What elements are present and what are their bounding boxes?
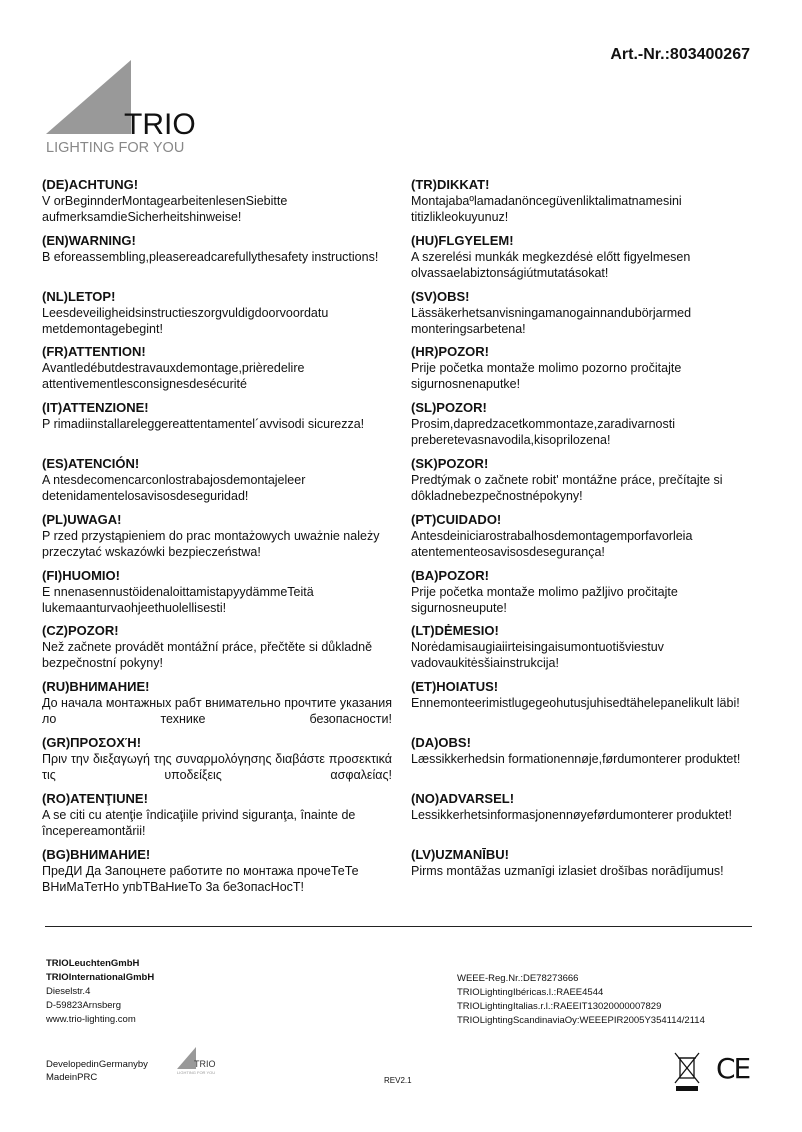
warning-title: (SL)POZOR!: [411, 400, 487, 416]
warning-section: [411, 791, 761, 847]
warning-title: (NO)ADVARSEL!: [411, 790, 515, 806]
warning-title: (ET)HOIATUS!: [411, 679, 499, 695]
warning-title: (PL)UWAGA!: [42, 511, 122, 527]
warning-text: Predtýmak o začnete robit' montážne práce, prečítajte si dôkladnebezpečnostnépokyny!: [411, 472, 723, 503]
warning-title: (EN)WARNING!: [42, 232, 136, 248]
svg-text:TRIO: TRIO: [194, 1059, 216, 1069]
warning-section: [42, 791, 392, 847]
warning-title: (FI)HUOMIO!: [42, 567, 120, 583]
warning-section: [411, 847, 761, 903]
website-link[interactable]: www.trio-lighting.com: [46, 1014, 136, 1025]
warning-section: [411, 735, 761, 791]
company-address: [46, 957, 154, 1027]
warning-section: [411, 512, 761, 568]
warning-text: Leesdeveiligheidsinstructieszorgvuldigdoorvoordatu metdemontagebegint!: [42, 305, 329, 336]
weee-line: TRIOLightingScandinaviaOy:WEEEPIR2005Y354114/2114: [457, 1015, 705, 1026]
warning-title: (HR)POZOR!: [411, 344, 489, 360]
warning-section: [411, 400, 761, 456]
warning-section: [42, 400, 392, 456]
warning-text: До начала монтажных рабт внимательно прочтите указания ло технике безопасности!: [42, 696, 392, 727]
warning-text: A szerelési munkák megkezdésė előtt figyelmesen olvassaelabiztonságiútmutatásokat!: [411, 249, 691, 280]
divider: [45, 926, 752, 927]
city: D-59823Arnsberg: [46, 1000, 121, 1011]
warning-text: Než začnete provádět montážní práce, přečtěte si důkladně bezpečnostní pokyny!: [42, 640, 373, 671]
warning-text: Prije početka montaže molimo pažljivo pročitajte sigurnosneupute!: [411, 584, 678, 615]
warning-section: [411, 233, 761, 289]
warning-text: Læssikkerhedsin formationennøje,førdumonterer produktet!: [411, 751, 741, 766]
warning-text: Montajabaºlamadanöncegüvenliktalimatnamesini titizlikleokuyunuz!: [411, 194, 682, 224]
warning-section: [411, 177, 761, 233]
trio-small-logo: [176, 1045, 226, 1075]
warning-title: (HU)FLGYELEM!: [411, 232, 514, 248]
logo-text: TRIO: [124, 108, 196, 141]
weee-registrations: [457, 972, 705, 1028]
warning-title: (IT)ATTENZIONE!: [42, 400, 149, 416]
warning-section: [42, 177, 392, 233]
street: Dieselstr.4: [46, 986, 91, 997]
origin-info: [46, 1058, 148, 1084]
warning-text: E nnenasennustöidenaloittamistapyydämmeTeitä lukemaanturvaohjeethuolellisesti!: [42, 584, 314, 615]
warning-section: [42, 289, 392, 345]
warning-title: (GR)ΠΡΟΣΟΧΉ!: [42, 734, 142, 750]
warning-text: Norėdamisaugiaiirteisingaisumontuotišviestuv vadovaukitėsšiainstrukcija!: [411, 640, 664, 671]
warning-section: [42, 679, 392, 735]
weee-line: WEEE-Reg.Nr.:DE78273666: [457, 973, 579, 984]
warning-section: [42, 847, 392, 903]
warning-title: (LV)UZMANĪBU!: [411, 846, 509, 862]
warning-title: (TR)DIKKAT!: [411, 177, 490, 192]
weee-line: TRIOLightingItalias.r.l.:RAEEIT13020000007829: [457, 1001, 662, 1012]
warning-title: (RU)ВНИМАНИЕ!: [42, 679, 150, 695]
warning-title: (CZ)POZOR!: [42, 623, 119, 639]
warning-text: A ntesdecomencarconlostrabajosdemontajeleer detenidamentelosavisosdeseguridad!: [42, 472, 306, 503]
logo-tagline: LIGHTING FOR YOU: [46, 140, 185, 156]
warning-text: Prije početka montaže molimo pozorno pročitajte sigurnosnenaputke!: [411, 361, 682, 392]
weee-line: TRIOLightingIbéricas.l.:RAEE4544: [457, 987, 604, 998]
svg-text:LIGHTING FOR YOU: LIGHTING FOR YOU: [177, 1070, 216, 1075]
made-in: MadeinPRC: [46, 1072, 98, 1083]
warning-text: Prosim,dapredzacetkommontaze,zaradivarnosti preberetevasnavodila,kisoprilozena!: [411, 417, 676, 448]
warning-section: [42, 344, 392, 400]
warning-text: V orBeginnderMontagearbeitenlesenSiebitte aufmerksamdieSicherheitshinweise!: [42, 194, 288, 224]
company-name-1: TRIOLeuchtenGmbH: [46, 958, 140, 969]
warning-text: Avantledébutdestravauxdemontage,prièredelire attentivementlesconsignesdesécurité: [42, 361, 305, 392]
warning-title: (ES)ATENCIÓN!: [42, 455, 140, 471]
warning-section: [411, 568, 761, 624]
warning-text: ПреДИ Да Запоцнете работите по монтажа прочеТеТе ВНиМаТетНо упbТВаНиеТо 3а бе3опасНосТ!: [42, 863, 359, 894]
warning-section: [42, 568, 392, 624]
warning-section: [411, 344, 761, 400]
warning-title: (BG)ВНИМАНИЕ!: [42, 846, 151, 862]
warning-title: (LT)DĖMESIO!: [411, 623, 499, 639]
warning-text: Πριν την διεξαγωγή της συναρμολόγησης διαβάστε προσεκτικά τις υποδείξεις ασφαλείας!: [42, 751, 392, 782]
warning-section: [411, 289, 761, 345]
warning-section: [42, 456, 392, 512]
warning-title: (FR)ATTENTION!: [42, 344, 146, 360]
warning-section: [411, 679, 761, 735]
warning-title: (BA)POZOR!: [411, 567, 489, 583]
ce-mark: CE: [716, 1052, 750, 1085]
warning-text: Lessikkerhetsinformasjonennøyeførdumonterer produktet!: [411, 807, 732, 822]
warning-section: [42, 735, 392, 791]
warning-section: [411, 623, 761, 679]
warning-text: P rimadiinstallareleggereattentamentel´avvisodi sicurezza!: [42, 417, 365, 432]
revision: REV2.1: [384, 1076, 412, 1085]
warning-text: B eforeassembling,pleasereadcarefullythesafety instructions!: [42, 249, 379, 264]
warning-text: P rzed przystąpieniem do prac montażowych uważnie należy przeczytać wskazówki bezpieczeństwa!: [42, 528, 380, 559]
company-name-2: TRIOInternationalGmbH: [46, 972, 155, 983]
developed-in: DevelopedinGermanyby: [46, 1059, 148, 1070]
warnings-right-column: [411, 177, 761, 902]
warning-section: [42, 512, 392, 568]
warning-text: Ennemonteerimistlugegeohutusjuhisedtähelepanelikult läbi!: [411, 696, 740, 711]
crossed-bin-icon: [674, 1052, 700, 1092]
warning-section: [42, 233, 392, 289]
warning-title: (PT)CUIDADO!: [411, 511, 502, 527]
warning-text: A se citi cu atenţie îndicaţiile privind siguranţa, înainte de începereamontării!: [42, 807, 356, 838]
warning-section: [411, 456, 761, 512]
warning-title: (RO)ATENŢIUNE!: [42, 790, 148, 806]
warning-text: Pirms montāžas uzmanīgi izlasiet drošības norādījumus!: [411, 863, 724, 878]
warning-title: (NL)LETOP!: [42, 288, 116, 304]
trio-logo: [44, 44, 214, 156]
warning-text: Antesdeiniciarostrabalhosdemontagemporfavorleia atentementeosavisosdesegurança!: [411, 528, 693, 559]
warning-section: [42, 623, 392, 679]
warning-title: (SV)OBS!: [411, 288, 470, 304]
warning-title: (DA)OBS!: [411, 734, 471, 750]
warnings-left-column: [42, 177, 392, 902]
warning-text: Lässäkerhetsanvisningamanogainnandubörjarmed monteringsarbetena!: [411, 305, 692, 336]
article-number: Art.-Nr.:803400267: [610, 46, 750, 63]
warning-title: (DE)ACHTUNG!: [42, 177, 139, 192]
warning-title: (SK)POZOR!: [411, 455, 489, 471]
